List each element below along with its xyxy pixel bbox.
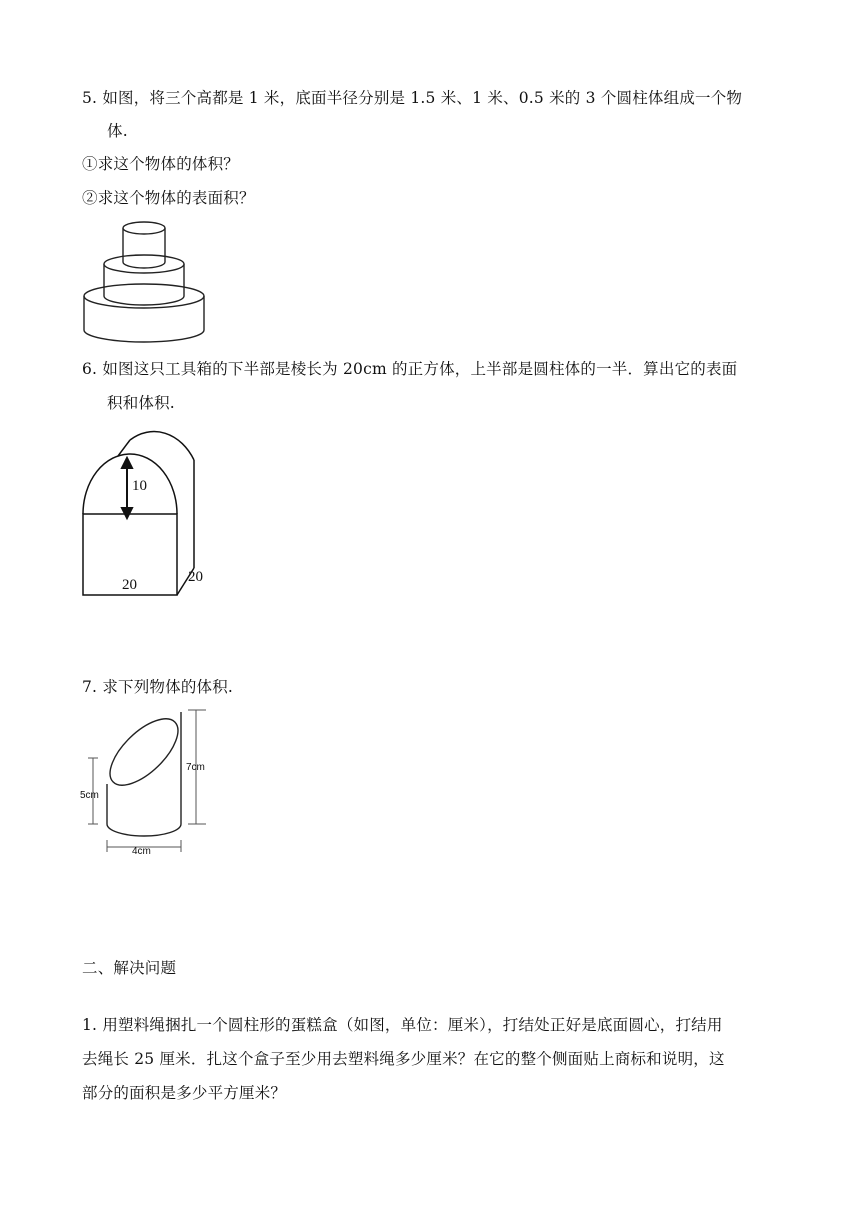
slanted-cylinder-figure: [78, 700, 218, 860]
q5-subquestion-1: ①求这个物体的体积？: [82, 155, 240, 173]
problem1-text-line3: 部分的面积是多少平方厘米？: [82, 1084, 287, 1102]
toolbox-side-label: 20: [188, 569, 203, 585]
toolbox-height-label: 10: [132, 478, 147, 494]
q6-text-line1: 6. 如图这只工具箱的下半部是棱长为 20cm 的正方体，上半部是圆柱体的一半．算出它的表面: [82, 360, 738, 378]
problem1-text-line1: 1. 用塑料绳捆扎一个圆柱形的蛋糕盒（如图，单位：厘米），打结处正好是底面圆心，打结用: [82, 1016, 723, 1034]
stacked-cylinders-figure: [80, 218, 220, 348]
slanted-cylinder-left-label: 5cm: [80, 790, 99, 801]
q6-text-line2: 积和体积.: [107, 394, 175, 412]
problem1-text-line2: 去绳长 25 厘米．扎这个盒子至少用去塑料绳多少厘米？在它的整个侧面贴上商标和说明，这: [82, 1050, 725, 1068]
q5-text-line2: 体.: [107, 122, 128, 140]
q7-text-line1: 7. 求下列物体的体积.: [82, 678, 234, 696]
q5-subquestion-2: ②求这个物体的表面积？: [82, 189, 255, 207]
slanted-cylinder-right-label: 7cm: [186, 762, 205, 773]
section-heading: 二、解决问题: [82, 959, 177, 977]
toolbox-figure: [78, 418, 218, 603]
toolbox-bottom-label: 20: [122, 577, 137, 593]
q5-text-line1: 5. 如图，将三个高都是 1 米，底面半径分别是 1.5 米、1 米、0.5 米的 3 个圆柱体组成一个物: [82, 89, 743, 107]
slanted-cylinder-bottom-label: 4cm: [132, 846, 151, 857]
